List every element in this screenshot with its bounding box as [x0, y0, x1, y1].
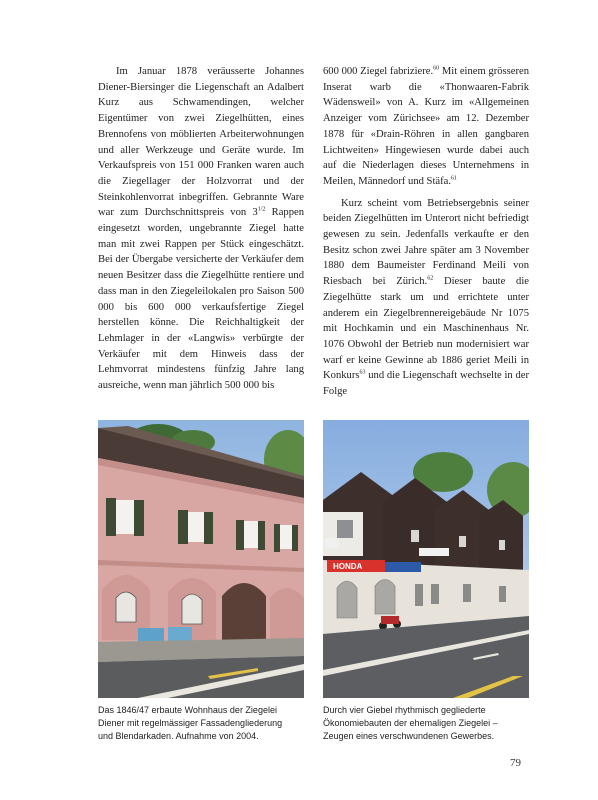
- caption-right: [323, 704, 529, 743]
- caption-line: und Blendarkaden. Aufnahme von 2004.: [98, 731, 259, 741]
- paragraph-text: und die Liegenschaft wechselte in der Folge: [323, 370, 529, 398]
- footnote-ref[interactable]: 60: [433, 65, 440, 72]
- paragraph: [98, 64, 304, 394]
- paragraph-text: 600 000 Ziegel fabriziere.: [323, 66, 434, 77]
- text-column-left: [98, 64, 304, 394]
- honda-sign: HONDA: [333, 562, 363, 571]
- house-photo-illustration: [98, 420, 304, 698]
- footnote-ref[interactable]: 61: [450, 175, 457, 182]
- paragraph-text: Dieser baute die Ziegelhütte stark um und errichtete unter anderem ein Ziegelbrennereigebäude Nr 1075 mit Hochkamin und ein Maschinenhaus Nr. 1076 Obwohl der Betrieb nun modernisiert war warf er keine Gewinne ab 1886 geriet Meili in Konkurs: [323, 276, 529, 382]
- paragraph-text: Im Januar 1878 veräusserte Johannes Diener-Biersinger die Liegenschaft an Adalbert Kurz aus Schwamendingen, welcher Eigentümer von zwei Ziegelhütten, eines Brennofens von möblierten Arbeiterwohnungen und aller Werkzeuge und Geräte wurde. Im Verkaufspreis von 151 000 Franken waren auch die Ziegellager der Holzvorrat und der Steinkohlenvorrat inbegriffen. Gebrannte Ware war zum Durchschnittspreis von 3: [98, 66, 304, 219]
- paragraph-text: Rappen eingesetzt worden, ungebrannte Ziegel hatte man mit zwei Rappen per Stück eingeschätzt. Bei der Übergabe versicherte der Verkäufer dem neuen Besitzer dass die Ziegelhütte rentiere und dass man in den Ziegeleilokalen pro Saison 500 000 bis 600 000 verkaufsfertige Ziegel herstellen könne. Die Reichhaltigkeit der Lehmlager in der «Langwis» verbürgte der Verkäufer mit dem Hinweis dass der Lehmvorrat mindestens fünfzig Jahre lang ausreiche, wenn man jährlich 500 000 bis: [98, 207, 304, 392]
- paragraph: [323, 196, 529, 400]
- photo-outbuildings: [323, 420, 529, 698]
- paragraph-text: Mit einem grösseren Inserat warb die «Thonwaaren-Fabrik Wädensweil» von A. Kurz im «Allgemeinen Anzeiger vom Zürichsee» am 12. Dezember 1878 für «Drain-Röhren in allen gangbaren Lichtweiten» Hingewiesen wurde dabei auch auf die Niederlagen dieses Unternehmens in Meilen, Männedorf und Stäfa.: [323, 66, 529, 187]
- page-number: 79: [510, 757, 521, 769]
- caption-line: Ökonomiebauten der ehemaligen Ziegelei –: [323, 718, 498, 728]
- caption-left: [98, 704, 304, 743]
- caption-line: Das 1846/47 erbaute Wohnhaus der Ziegelei: [98, 705, 277, 715]
- text-column-right: [323, 64, 529, 400]
- caption-line: Zeugen eines verschwundenen Gewerbes.: [323, 731, 495, 741]
- footnote-ref[interactable]: 63: [359, 369, 366, 376]
- outbuildings-photo-illustration: [323, 420, 529, 698]
- photo-house: [98, 420, 304, 698]
- caption-line: Durch vier Giebel rhythmisch gegliederte: [323, 705, 486, 715]
- fraction: 1/2: [257, 206, 266, 213]
- caption-line: Diener mit regelmässiger Fassadengliederung: [98, 718, 283, 728]
- paragraph-text: Kurz scheint vom Betriebsergebnis seiner beiden Ziegelhütten im Unterort nicht befriedigt gewesen zu sein. Jedenfalls verkaufte er den Besitz schon zwei Jahre später am 3 November 1880 dem Baumeister Ferdinand Meili von Riesbach bei Zürich.: [323, 197, 529, 288]
- footnote-ref[interactable]: 62: [427, 275, 434, 282]
- paragraph: [323, 64, 529, 190]
